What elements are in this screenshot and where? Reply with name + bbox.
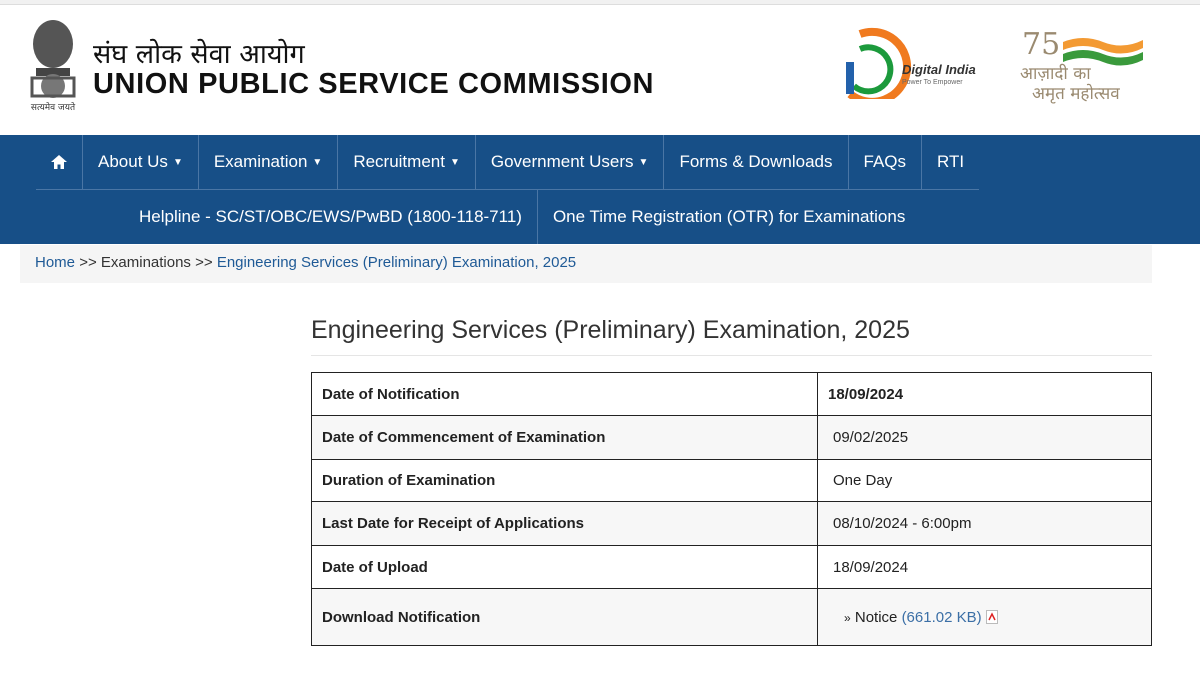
nav-faqs[interactable]: FAQs bbox=[849, 135, 923, 189]
nav-otr[interactable]: One Time Registration (OTR) for Examinations bbox=[552, 206, 906, 226]
caret-down-icon: ▼ bbox=[638, 156, 649, 168]
breadcrumb: Home >> Examinations >> Engineering Services (Preliminary) Examination, 2025 bbox=[20, 245, 1152, 283]
national-emblem-logo bbox=[22, 14, 84, 114]
digital-india-logo bbox=[840, 24, 980, 104]
nav-about-us[interactable]: About Us ▼ bbox=[83, 135, 199, 189]
pdf-icon[interactable] bbox=[986, 610, 998, 624]
caret-down-icon: ▼ bbox=[449, 156, 460, 168]
table-row: Date of Commencement of Examination 09/02/2025 bbox=[312, 416, 1152, 460]
table-row: Last Date for Receipt of Applications 08/10/2024 - 6:00pm bbox=[312, 502, 1152, 546]
breadcrumb-examinations: Examinations bbox=[100, 254, 191, 271]
nav-examination[interactable]: Examination ▼ bbox=[199, 135, 338, 189]
nav-helpline[interactable]: Helpline - SC/ST/OBC/EWS/PwBD (1800-118-711) bbox=[124, 189, 538, 244]
azadi-ka-amrit-mahotsav-logo bbox=[1018, 24, 1148, 109]
svg-text:अमृत महोत्सव: अमृत महोत्सव bbox=[1032, 84, 1120, 104]
nav-forms-downloads[interactable]: Forms & Downloads bbox=[664, 135, 848, 189]
page-title: Engineering Services (Preliminary) Examination, 2025 bbox=[311, 316, 1152, 356]
site-title: UNION PUBLIC SERVICE COMMISSION bbox=[93, 68, 655, 100]
table-row: Date of Notification 18/09/2024 bbox=[312, 373, 1152, 416]
table-row: Duration of Examination One Day bbox=[312, 460, 1152, 502]
browser-edge bbox=[0, 0, 1200, 5]
notice-label[interactable]: Notice bbox=[854, 608, 898, 626]
hindi-title: संघ लोक सेवा आयोग bbox=[93, 39, 305, 70]
nav-government-users[interactable]: Government Users ▼ bbox=[476, 135, 665, 189]
breadcrumb-current[interactable]: Engineering Services (Preliminary) Examination, 2025 bbox=[216, 254, 577, 271]
breadcrumb-home[interactable]: Home bbox=[35, 254, 76, 271]
caret-down-icon: ▼ bbox=[172, 156, 183, 168]
notice-download-link[interactable]: (661.02 KB) bbox=[901, 608, 982, 626]
emblem-motto: सत्यमेव जयते bbox=[30, 103, 76, 113]
nav-recruitment[interactable]: Recruitment ▼ bbox=[338, 135, 476, 189]
exam-details-table bbox=[311, 372, 1152, 646]
main-navigation bbox=[0, 135, 1200, 244]
table-row: Download Notification » Notice (661.02 KB) bbox=[312, 589, 1152, 646]
table-row: Date of Upload 18/09/2024 bbox=[312, 546, 1152, 589]
caret-down-icon: ▼ bbox=[312, 156, 323, 168]
svg-text:आज़ादी का: आज़ादी का bbox=[1020, 64, 1091, 84]
svg-text:75: 75 bbox=[1022, 27, 1061, 62]
home-icon bbox=[51, 155, 67, 169]
nav-rti[interactable]: RTI bbox=[937, 152, 965, 171]
svg-text:Digital India: Digital India bbox=[902, 62, 976, 77]
nav-home[interactable] bbox=[36, 135, 83, 189]
svg-text:Power To Empower: Power To Empower bbox=[902, 79, 963, 86]
